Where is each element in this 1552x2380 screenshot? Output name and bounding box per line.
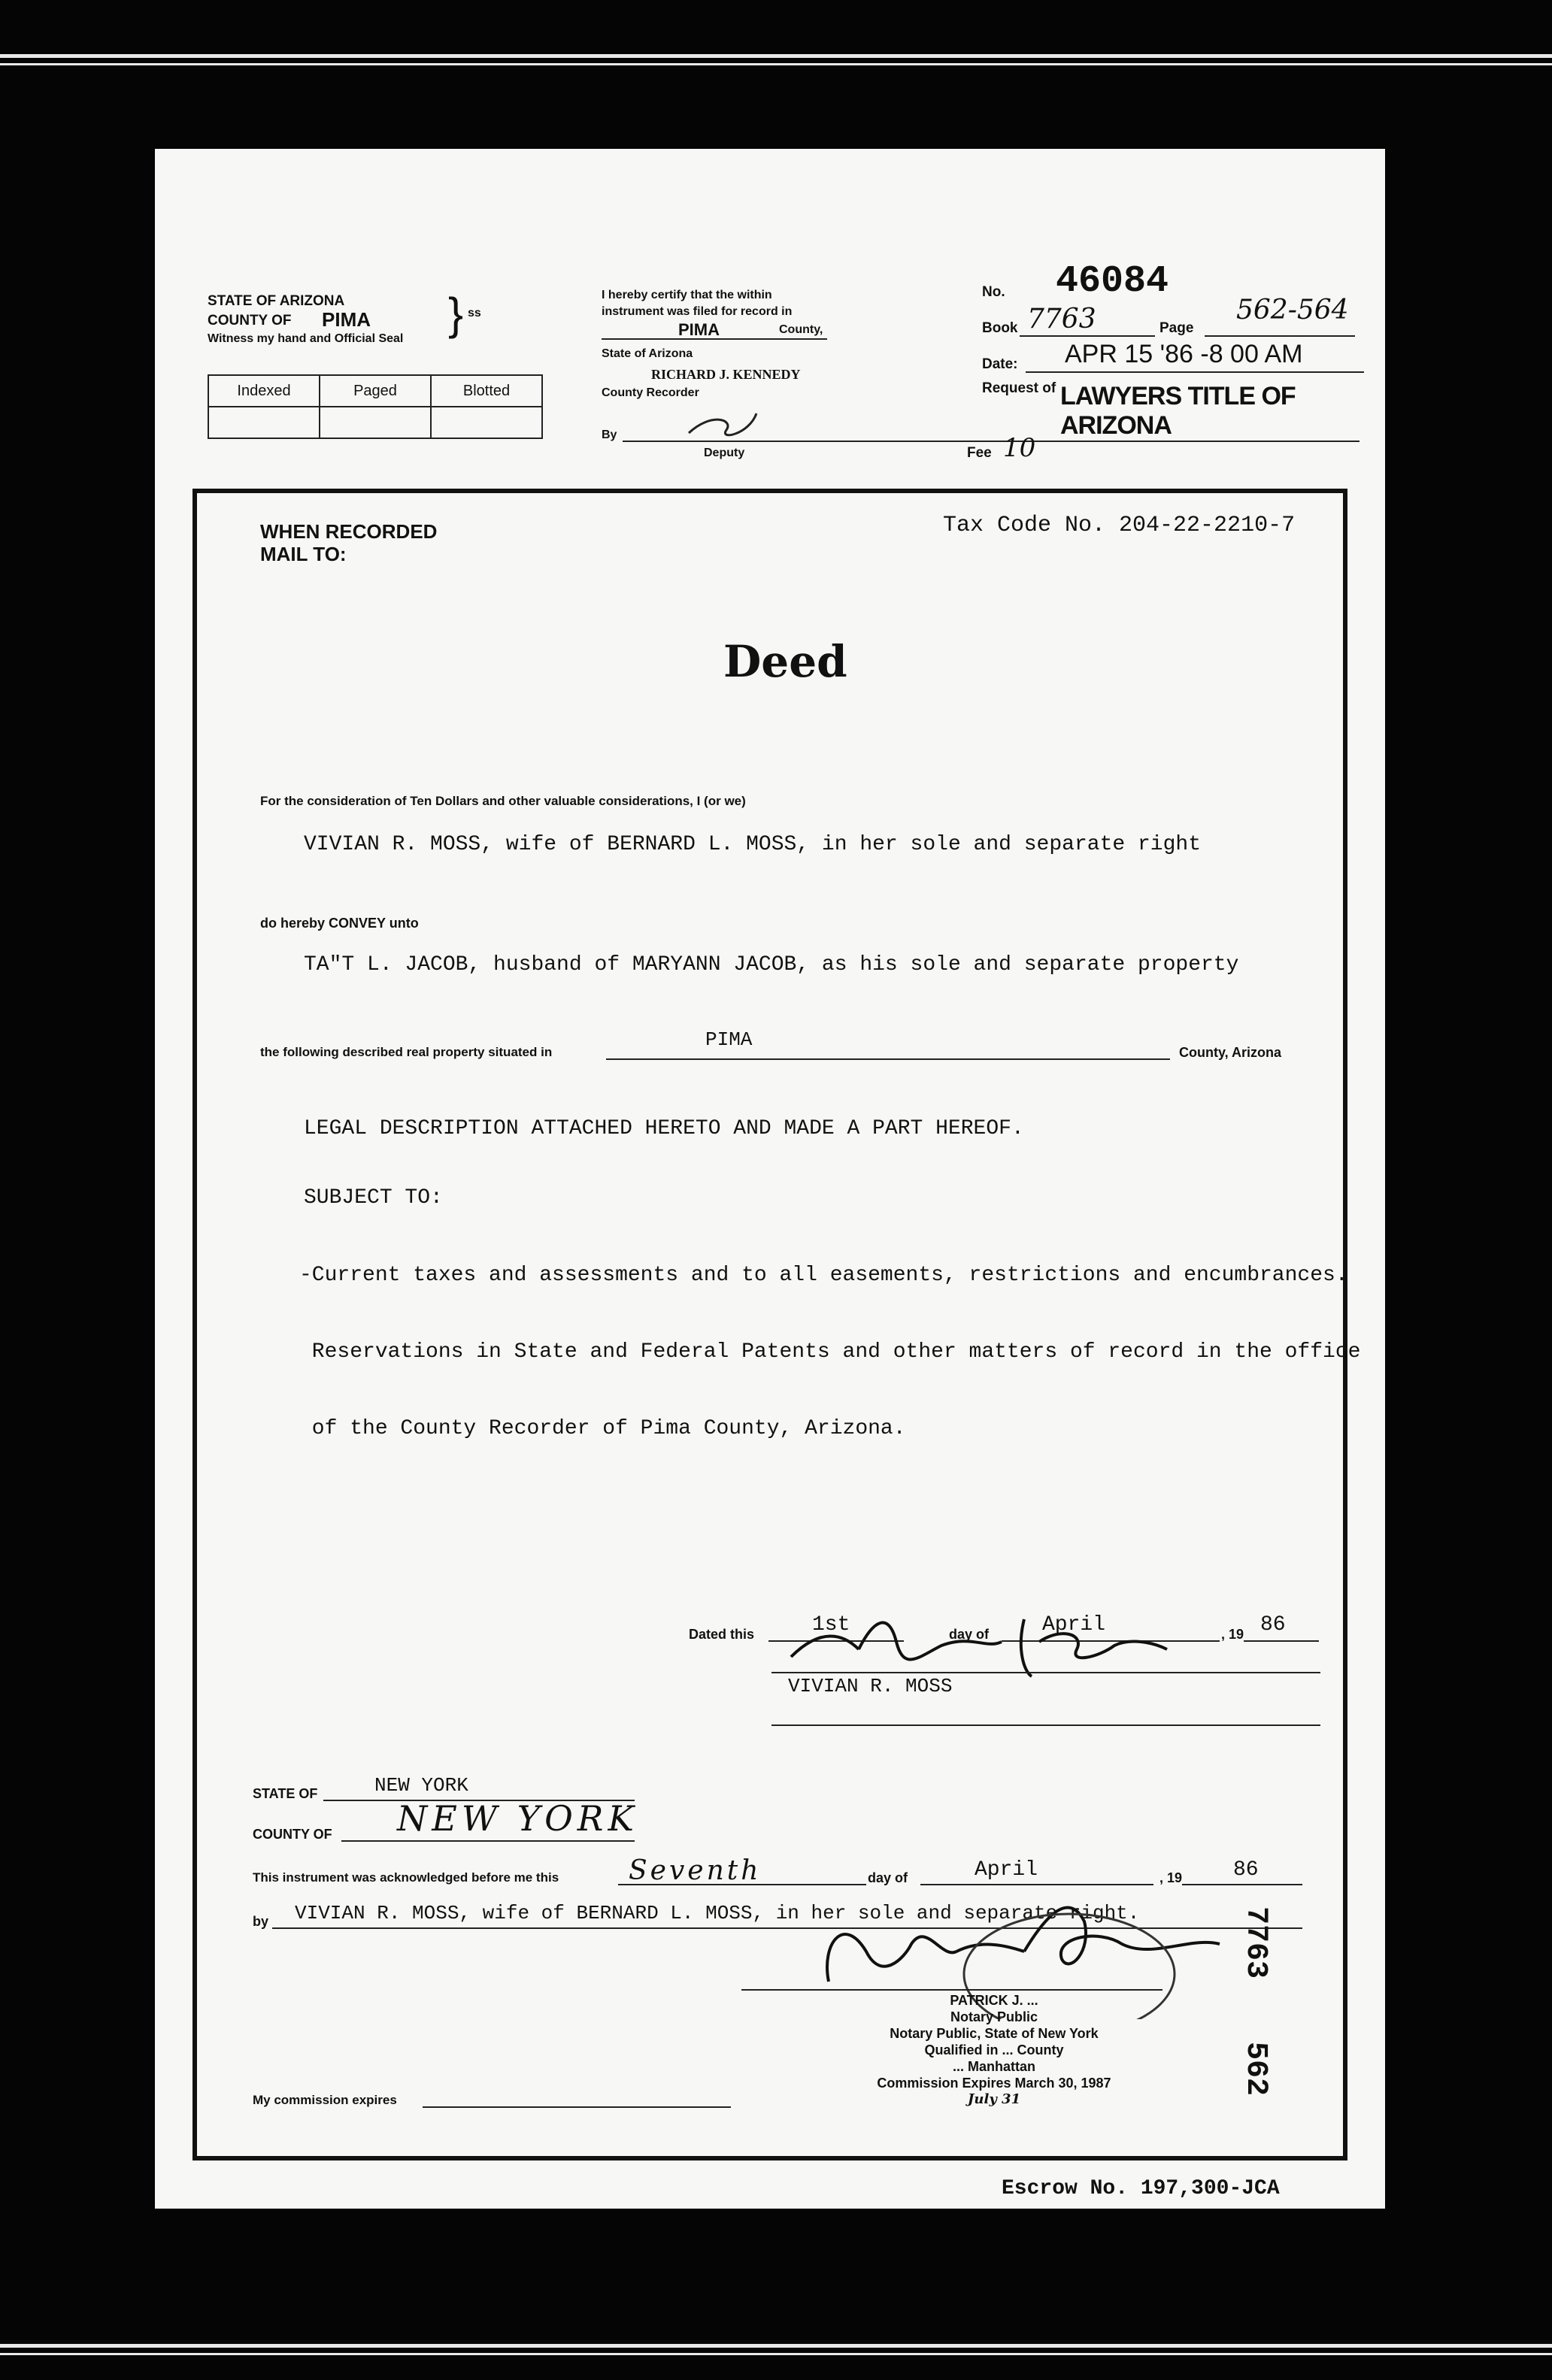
dated-label: Dated this [689, 1627, 755, 1642]
date-stamp: APR 15 '86 -8 00 AM [1065, 340, 1303, 368]
notary-stamp [859, 1992, 1129, 2108]
subject-to-heading: SUBJECT TO: [304, 1186, 443, 1210]
ack-year-label: , 19 [1159, 1870, 1183, 1885]
commission-line [423, 2106, 731, 2108]
property-line [606, 1058, 1170, 1060]
grantee-text: TA"T L. JACOB, husband of MARYANN JACOB, as his sole and separate property [304, 953, 1239, 977]
indexed-header: Indexed [208, 375, 320, 407]
tax-code: Tax Code No. 204-22-2210-7 [943, 513, 1296, 538]
signature-line [771, 1672, 1320, 1673]
fee-value: 10 [1003, 433, 1036, 463]
signer-name: VIVIAN R. MOSS [788, 1675, 953, 1697]
convey-line: do hereby CONVEY unto [260, 916, 419, 931]
ack-month: April [975, 1858, 1038, 1882]
date-label: Date: [982, 356, 1018, 372]
county-of-label: COUNTY OF [253, 1827, 332, 1842]
page-line [1205, 335, 1355, 337]
state-line: STATE OF ARIZONA [208, 293, 345, 309]
year-label: , 19 [1221, 1627, 1244, 1642]
by-label: by [253, 1914, 269, 1929]
notary-stamp-line: July 31 [967, 2091, 1021, 2107]
date-line [1026, 371, 1364, 373]
page-value: 562-564 [1236, 295, 1349, 326]
county-of-line [341, 1840, 635, 1842]
certify-line-1: I hereby certify that the within [602, 289, 772, 301]
scan-stripe [0, 54, 1552, 58]
index-table [208, 374, 543, 439]
side-book-number: 7763 [1238, 1906, 1272, 1979]
dated-year: 86 [1260, 1613, 1286, 1637]
notary-line [741, 1989, 1162, 1991]
ack-label: This instrument was acknowledged before me this [253, 1870, 559, 1885]
deputy-label: Deputy [704, 447, 745, 459]
escrow-number: Escrow No. 197,300-JCA [1002, 2177, 1280, 2200]
witness-line: Witness my hand and Official Seal [208, 332, 404, 345]
notary-stamp-line: Notary Public, State of New York [890, 2026, 1099, 2041]
county-label: COUNTY OF [208, 313, 292, 329]
by-label: By [602, 428, 617, 441]
state-of-label: STATE OF [253, 1786, 318, 1801]
book-label: Book [982, 320, 1018, 336]
deed-page [155, 149, 1385, 2209]
book-line [1020, 335, 1155, 337]
scan-stripe [0, 63, 1552, 65]
county-of-value: NEW YORK [397, 1798, 638, 1839]
scan-stripe [0, 2344, 1552, 2348]
signature-line-2 [771, 1724, 1320, 1726]
consideration-line: For the consideration of Ten Dollars and other valuable considerations, I (or we) [260, 794, 746, 808]
brace-mark: } [448, 289, 464, 339]
commission-label: My commission expires [253, 2093, 397, 2107]
certify-state: State of Arizona [602, 347, 693, 360]
grantor-text: VIVIAN R. MOSS, wife of BERNARD L. MOSS, in her sole and separate right [304, 833, 1201, 856]
deed-title: Deed [723, 636, 847, 687]
state-of-value: NEW YORK [374, 1774, 468, 1797]
county-value: PIMA [322, 308, 371, 331]
certify-county: PIMA [678, 320, 720, 339]
property-county: PIMA [705, 1028, 753, 1051]
subject-line: -Current taxes and assessments and to all easements, restrictions and encumbrances. [299, 1264, 1348, 1287]
dated-year-line [1244, 1640, 1319, 1642]
side-page-number: 562 [1238, 2042, 1272, 2097]
record-number: 46084 [1056, 260, 1169, 303]
deed-form [192, 489, 1361, 2160]
book-value: 7763 [1027, 304, 1096, 335]
property-suffix: County, Arizona [1179, 1045, 1281, 1060]
when-recorded: WHEN RECORDED [260, 520, 438, 543]
request-value: LAWYERS TITLE OF ARIZONA [1060, 382, 1296, 440]
certify-county-suffix: County, [779, 323, 823, 336]
recorder-stamp: RICHARD J. KENNEDY [651, 367, 801, 382]
notary-stamp-line: Commission Expires March 30, 1987 [877, 2076, 1111, 2091]
legal-description: LEGAL DESCRIPTION ATTACHED HERETO AND MADE A PART HEREOF. [304, 1117, 1024, 1140]
no-label: No. [982, 284, 1005, 300]
request-label: Request of [982, 380, 1056, 396]
ack-day: Seventh [629, 1855, 762, 1886]
paged-cell [320, 407, 431, 438]
notary-stamp-line: PATRICK J. ... [950, 1993, 1038, 2008]
blotted-cell [431, 407, 542, 438]
indexed-cell [208, 407, 320, 438]
certify-line-2: instrument was filed for record in [602, 305, 793, 318]
ack-day-of: day of [868, 1870, 908, 1885]
dated-month: April [1042, 1613, 1106, 1637]
subject-line: of the County Recorder of Pima County, Arizona. [299, 1417, 906, 1440]
paged-header: Paged [320, 375, 431, 407]
property-prefix: the following described real property situated in [260, 1045, 553, 1059]
scan-stripe [0, 2353, 1552, 2355]
page-label: Page [1159, 320, 1194, 336]
notary-stamp-line: Notary Public [950, 2009, 1038, 2024]
mail-to: MAIL TO: [260, 543, 347, 565]
subject-to-list [299, 1212, 1360, 1493]
recorder-label: County Recorder [602, 386, 699, 399]
notary-stamp-line: Qualified in ... County [924, 2042, 1064, 2058]
day-of-label: day of [949, 1627, 990, 1642]
ack-year: 86 [1233, 1858, 1259, 1882]
subject-line: Reservations in State and Federal Patents and other matters of record in the office [299, 1340, 1361, 1364]
ack-by: VIVIAN R. MOSS, wife of BERNARD L. MOSS, in her sole and separate right. [295, 1902, 1140, 1924]
deputy-signature [681, 404, 764, 442]
ss-mark: ss [468, 307, 481, 319]
dated-day: 1st [812, 1613, 850, 1637]
notary-stamp-line: ... Manhattan [952, 2059, 1035, 2074]
blotted-header: Blotted [431, 375, 542, 407]
fee-label: Fee [967, 445, 992, 461]
